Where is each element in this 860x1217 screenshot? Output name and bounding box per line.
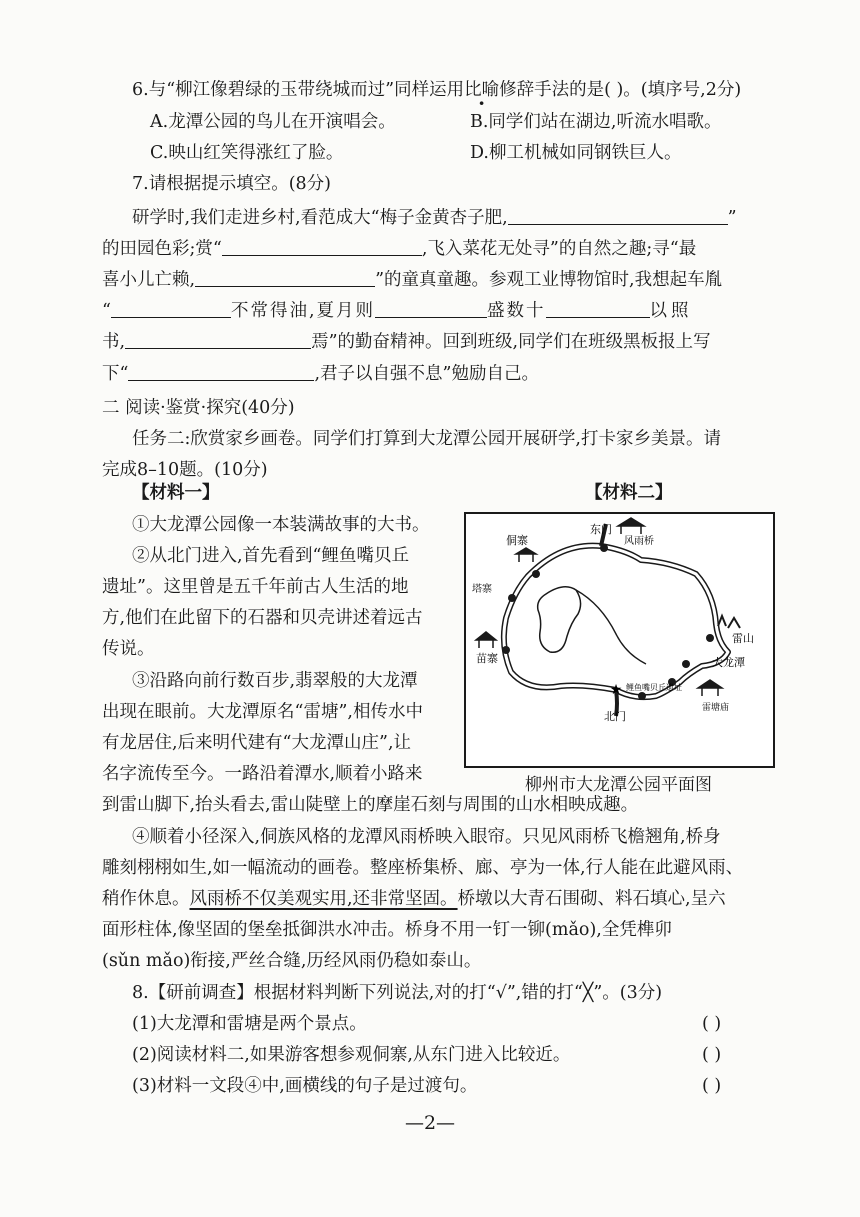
q8-statement-2: (2)阅读材料二,如果游客想参观侗寨,从东门进入比较近。 bbox=[132, 1045, 571, 1065]
q8-answer-3[interactable]: ( ) bbox=[702, 1076, 722, 1096]
map-label-east-gate: 东门 bbox=[590, 523, 612, 536]
material-1-para-4-cont: (sǔn mǎo)衔接,严丝合缝,历经风雨仍稳如泰山。 bbox=[102, 951, 482, 971]
map-dot bbox=[638, 692, 646, 700]
q8-answer-2[interactable]: ( ) bbox=[702, 1045, 722, 1065]
material-1-para-3: ③沿路向前行数百步,翡翠般的大龙潭 bbox=[132, 671, 418, 691]
q8-statement-1: (1)大龙潭和雷塘是两个景点。 bbox=[132, 1014, 367, 1034]
q7-text: 下“ bbox=[102, 364, 129, 384]
map-caption: 柳州市大龙潭公园平面图 bbox=[525, 775, 712, 795]
material-1-para-2-cont: 方,他们在此留下的石器和贝壳讲述着远古 bbox=[102, 608, 423, 628]
q7-line-5 bbox=[102, 330, 711, 354]
q6-option-b: B.同学们站在湖边,听流水唱歌。 bbox=[470, 112, 722, 132]
underlined-sentence: 风雨桥不仅美观实用,还非常坚固。 bbox=[189, 889, 458, 909]
material-1-para-3-cont: 有龙居住,后来明代建有“大龙潭山庄”,让 bbox=[102, 733, 412, 753]
q6-stem-tail: 修辞手法的是( )。(填序号,2分) bbox=[499, 80, 742, 100]
q8-title: 8.【研前调查】根据材料判断下列说法,对的打“√”,错的打“╳”。(3分) bbox=[132, 983, 663, 1003]
map-dot bbox=[706, 634, 714, 642]
answer-blank[interactable] bbox=[128, 362, 314, 381]
answer-blank[interactable] bbox=[111, 299, 231, 318]
material-1-para-2: ②从北门进入,首先看到“鲤鱼嘴贝丘 bbox=[132, 546, 410, 566]
map-label-dalongtan: 大龙潭 bbox=[712, 656, 745, 669]
house-icon bbox=[516, 548, 536, 562]
map-label-dong: 侗寨 bbox=[506, 534, 528, 547]
material-1-para-2-cont: 遗址”。这里曾是五千年前古人生活的地 bbox=[102, 577, 409, 597]
material-1-para-4-cont bbox=[102, 889, 726, 911]
map-label-temple: 雷塘庙 bbox=[702, 703, 730, 713]
park-map-drawing bbox=[466, 514, 773, 766]
map-label-relic: 鲤鱼嘴贝丘遗址 bbox=[626, 683, 682, 692]
q7-title: 7.请根据提示填空。(8分) bbox=[132, 174, 331, 194]
answer-blank[interactable] bbox=[125, 330, 311, 349]
q7-text: “ bbox=[102, 301, 111, 321]
bridge-icon bbox=[618, 518, 644, 534]
task-2-intro-cont: 完成8–10题。(10分) bbox=[102, 460, 268, 480]
q7-text: 书, bbox=[102, 332, 126, 352]
q7-text: 盛数十 bbox=[487, 301, 546, 321]
page-number: —2— bbox=[404, 1112, 456, 1134]
q7-line-3 bbox=[102, 268, 722, 292]
answer-blank[interactable] bbox=[508, 206, 728, 225]
q6-stem bbox=[132, 80, 741, 102]
map-dot bbox=[502, 646, 510, 654]
answer-blank[interactable] bbox=[222, 237, 422, 256]
q7-line-6 bbox=[102, 362, 539, 386]
material-1-para-4: ④顺着小径深入,侗族风格的龙潭风雨桥映入眼帘。只见风雨桥飞檐翘角,桥身 bbox=[132, 827, 721, 847]
park-main-path-inner bbox=[504, 546, 728, 698]
material-1-para-4-cont: 雕刻栩栩如生,如一幅流动的画卷。整座桥集桥、廊、亭为一体,行人能在此避风雨、 bbox=[102, 858, 744, 878]
park-map bbox=[464, 512, 775, 768]
task-2-intro: 任务二:欣赏家乡画卷。同学们打算到大龙潭公园开展研学,打卡家乡美景。请 bbox=[132, 429, 721, 449]
q7-text: ”的童真童趣。参观工业博物馆时,我想起车胤 bbox=[375, 270, 723, 290]
house-icon bbox=[476, 632, 496, 648]
q7-text: 喜小儿亡赖, bbox=[102, 270, 196, 290]
map-dot bbox=[682, 660, 690, 668]
q7-line-4 bbox=[102, 299, 693, 323]
q8-answer-1[interactable]: ( ) bbox=[702, 1014, 722, 1034]
inner-trail bbox=[576, 590, 646, 664]
material-1-para-2-cont: 传说。 bbox=[102, 639, 155, 659]
map-dot bbox=[532, 570, 540, 578]
mountain-icon bbox=[718, 616, 740, 628]
material-1-para-3-cont: 到雷山脚下,抬头看去,雷山陡壁上的摩崖石刻与周围的山水相映成趣。 bbox=[102, 795, 639, 815]
q7-text: 不常得油,夏月则 bbox=[230, 301, 376, 321]
q7-text: 的田园色彩;赏“ bbox=[102, 239, 222, 259]
map-label-bridge: 风雨桥 bbox=[624, 536, 654, 547]
map-label-north-gate: 北门 bbox=[604, 710, 626, 723]
material-2-label: 【材料二】 bbox=[585, 483, 673, 503]
plain-text: 稍作休息。 bbox=[102, 889, 190, 909]
q7-text: 以照 bbox=[649, 301, 693, 321]
answer-blank[interactable] bbox=[195, 268, 375, 287]
q7-text: 焉”的勤奋精神。回到班级,同学们在班级黑板报上写 bbox=[311, 332, 711, 352]
q7-text: ,君子以自强不息”勉励自己。 bbox=[314, 364, 539, 384]
q8-statement-3: (3)材料一文段④中,画横线的句子是过渡句。 bbox=[132, 1076, 478, 1096]
answer-blank[interactable] bbox=[375, 299, 487, 318]
q7-line-1 bbox=[132, 206, 737, 230]
q6-option-d: D.柳工机械如同钢铁巨人。 bbox=[470, 143, 682, 163]
map-dot bbox=[600, 544, 608, 552]
material-1-label: 【材料一】 bbox=[132, 483, 220, 503]
material-1-para-3-cont: 出现在眼前。大龙潭原名“雷塘”,相传水中 bbox=[102, 702, 423, 722]
q6-option-c: C.映山红笑得涨红了脸。 bbox=[150, 143, 344, 163]
plain-text: 桥墩以大青石围砌、料石填心,呈六 bbox=[457, 889, 726, 909]
map-dot bbox=[508, 594, 516, 602]
q7-text: 研学时,我们走进乡村,看范成大“梅子金黄杏子肥, bbox=[132, 208, 508, 228]
lake-outline bbox=[538, 587, 581, 652]
material-1-para-1: ①大龙潭公园像一本装满故事的大书。 bbox=[132, 515, 430, 535]
answer-blank[interactable] bbox=[546, 299, 650, 318]
q7-line-2 bbox=[102, 237, 696, 261]
star-icon: ★ bbox=[609, 682, 623, 698]
q6-emphasis-word: 比喻 bbox=[464, 80, 500, 100]
material-1-para-4-cont: 面形柱体,像坚固的堡垒抵御洪水冲击。桥身不用一钉一铆(mǎo),全凭榫卯 bbox=[102, 920, 672, 940]
q6-stem-text: 6.与“柳江像碧绿的玉带绕城而过”同样运用 bbox=[132, 80, 465, 100]
material-1-para-3-cont: 名字流传至今。一路沿着潭水,顺着小路来 bbox=[102, 764, 423, 784]
temple-icon bbox=[698, 680, 722, 696]
q6-option-a: A.龙潭公园的鸟儿在开演唱会。 bbox=[150, 112, 396, 132]
q7-text: ,飞入菜花无处寻”的自然之趣;寻“最 bbox=[421, 239, 697, 259]
q7-text: ” bbox=[727, 208, 737, 228]
map-label-miao: 苗寨 bbox=[476, 652, 498, 665]
map-label-tower: 塔寨 bbox=[472, 584, 492, 595]
map-label-leishan: 雷山 bbox=[732, 632, 754, 645]
section-2-heading: 二 阅读·鉴赏·探究(40分) bbox=[102, 398, 295, 418]
